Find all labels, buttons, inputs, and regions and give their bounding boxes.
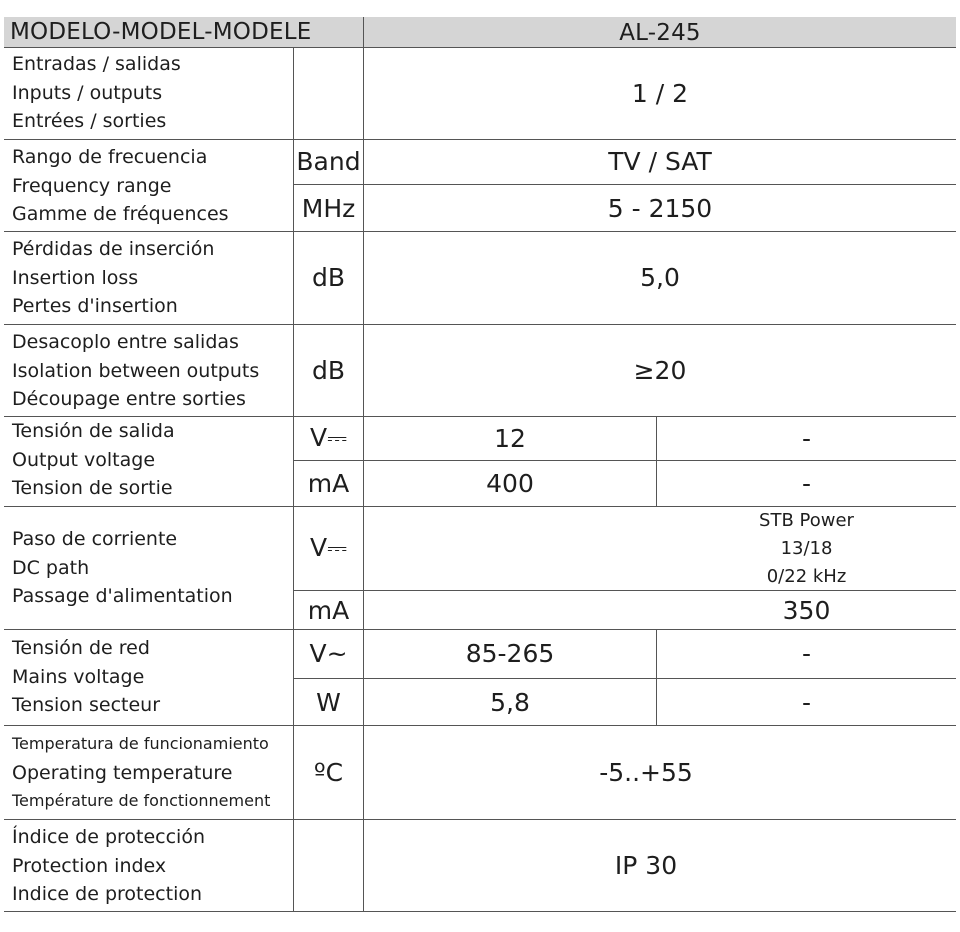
label-es: Paso de corriente — [12, 528, 178, 550]
inputs-outputs-value: 1 / 2 — [631, 78, 689, 108]
celsius-unit: ºC — [313, 757, 344, 787]
label-fr: Tension secteur — [12, 694, 161, 716]
label-fr: Pertes d'insertion — [12, 295, 178, 317]
label-fr: Gamme de fréquences — [12, 203, 229, 225]
label-fr: Indice de protection — [12, 883, 203, 905]
dc-path-current-value-b: 350 — [782, 595, 831, 625]
frequency-range-label — [12, 143, 229, 229]
inputs-outputs-label — [12, 50, 181, 136]
mains-voltage-value-b: - — [801, 639, 812, 668]
protection-index-label — [12, 823, 205, 909]
label-fr: Tension de sortie — [12, 477, 173, 499]
protection-index-value: IP 30 — [614, 850, 678, 880]
stb-power-line: 13/18 — [780, 538, 833, 559]
stb-power-value — [657, 508, 956, 590]
insertion-loss-value: 5,0 — [640, 263, 680, 292]
watt-unit: W — [316, 687, 341, 717]
mains-voltage-value: 85-265 — [465, 639, 555, 668]
label-en: Protection index — [12, 854, 167, 877]
row-divider — [4, 911, 956, 912]
insertion-loss-unit: dB — [311, 263, 346, 292]
isolation-value: ≥20 — [633, 355, 687, 385]
label-es: Temperatura de funcionamiento — [12, 734, 269, 753]
isolation-label — [12, 328, 259, 414]
model-value: AL-245 — [619, 20, 701, 46]
label-es: Desacoplo entre salidas — [12, 331, 239, 353]
label-en: Frequency range — [12, 174, 172, 197]
stb-power-line: 0/22 kHz — [766, 566, 847, 587]
dc-volt-unit: V⎓ — [309, 423, 348, 452]
stb-power-line: STB Power — [759, 510, 854, 531]
power-consumption-value-b: - — [801, 687, 812, 717]
milliamp-unit: mA — [307, 469, 350, 498]
output-current-value: 400 — [486, 469, 534, 498]
label-en: DC path — [12, 556, 90, 579]
band-unit: Band — [296, 147, 361, 176]
label-es: Tensión de salida — [12, 420, 175, 442]
label-fr: Découpage entre sorties — [12, 388, 246, 410]
frequency-value: 5 - 2150 — [607, 193, 713, 223]
band-value: TV / SAT — [608, 147, 712, 176]
label-en: Isolation between outputs — [12, 359, 260, 382]
output-voltage-value-b: - — [801, 423, 812, 453]
model-label: MODELO-MODEL-MODELE — [10, 19, 312, 45]
dc-path-voltage-value — [364, 506, 656, 590]
output-current-value-b: - — [801, 469, 812, 498]
dc-volt-unit: V⎓ — [309, 533, 348, 562]
operating-temperature-value: -5..+55 — [599, 757, 693, 787]
label-es: Pérdidas de inserción — [12, 238, 215, 260]
mhz-unit: MHz — [301, 193, 356, 223]
output-voltage-label — [12, 417, 175, 503]
operating-temperature-label — [12, 730, 270, 816]
label-fr: Entrées / sorties — [12, 110, 167, 132]
label-es: Tensión de red — [12, 637, 150, 659]
power-consumption-value: 5,8 — [490, 687, 530, 717]
label-es: Entradas / salidas — [12, 53, 181, 75]
label-en: Insertion loss — [12, 266, 139, 289]
label-en: Output voltage — [12, 448, 156, 471]
label-es: Rango de frecuencia — [12, 146, 208, 168]
dc-path-label — [12, 525, 233, 611]
isolation-unit: dB — [311, 355, 346, 385]
label-en: Mains voltage — [12, 665, 145, 688]
label-es: Índice de protección — [12, 826, 206, 848]
dc-path-current-value — [364, 591, 656, 629]
label-fr: Température de fonctionnement — [12, 791, 271, 810]
mains-voltage-label — [12, 634, 160, 720]
insertion-loss-label — [12, 235, 214, 321]
ac-volt-unit: V~ — [309, 639, 348, 668]
label-en: Operating temperature — [12, 761, 233, 784]
milliamp-unit: mA — [307, 595, 350, 625]
output-voltage-value: 12 — [494, 423, 526, 453]
label-fr: Passage d'alimentation — [12, 585, 233, 607]
label-en: Inputs / outputs — [12, 81, 163, 104]
